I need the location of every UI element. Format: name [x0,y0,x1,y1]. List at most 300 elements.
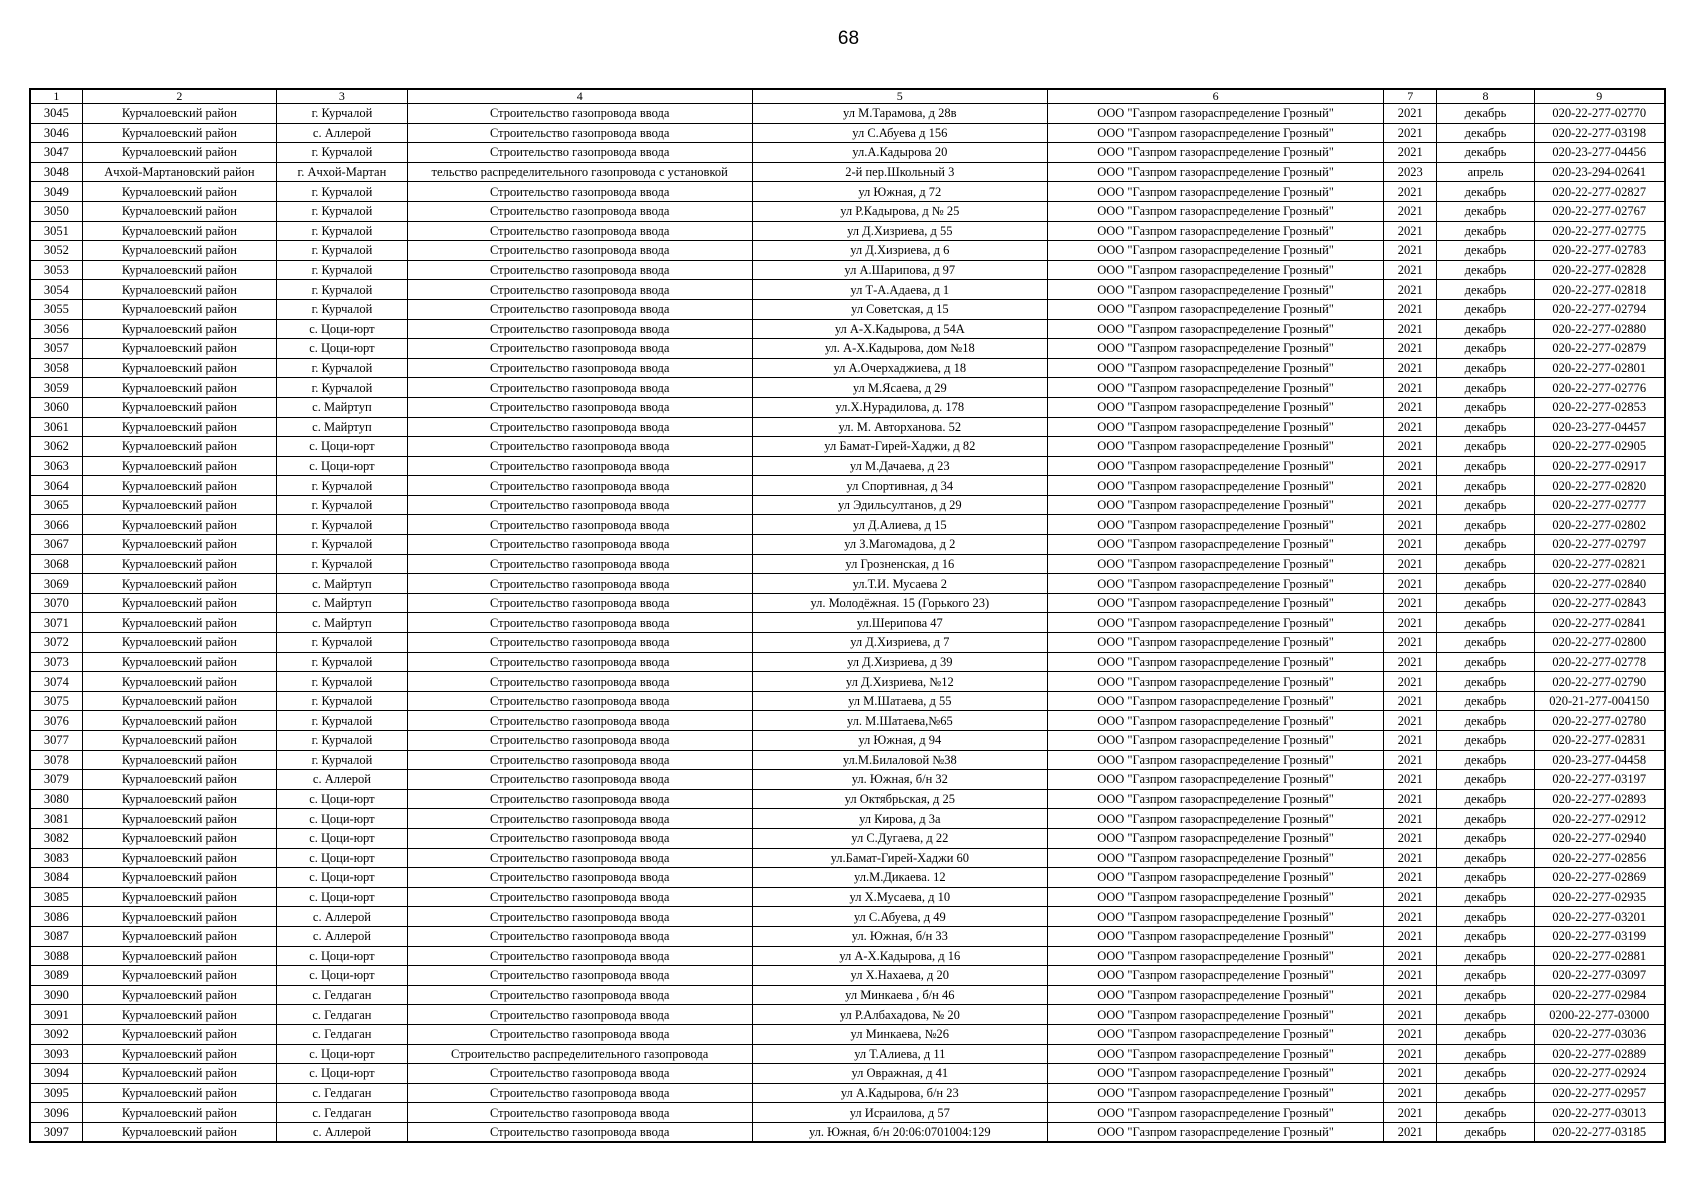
table-cell: ул Бамат-Гирей-Хаджи, д 82 [752,437,1048,457]
table-cell: ул С.Дугаева, д 22 [752,828,1048,848]
table-cell: г. Курчалой [276,241,407,261]
table-cell: ул Южная, д 94 [752,731,1048,751]
column-header: 1 [30,89,82,104]
table-cell: ул Спортивная, д 34 [752,476,1048,496]
table-cell: 020-22-277-02794 [1534,299,1665,319]
table-cell: ООО "Газпром газораспределение Грозный" [1048,1083,1384,1103]
table-row [30,985,1665,1005]
table-row [30,378,1665,398]
table-cell: декабрь [1437,123,1534,143]
table-cell: 3088 [30,946,82,966]
table-cell: 2021 [1384,182,1437,202]
table-cell: декабрь [1437,1083,1534,1103]
table-row [30,789,1665,809]
table-cell: 3095 [30,1083,82,1103]
table-cell: с. Аллерой [276,907,407,927]
table-cell: декабрь [1437,887,1534,907]
table-cell: 020-22-277-02856 [1534,848,1665,868]
table-cell: 3063 [30,456,82,476]
table-cell: 2021 [1384,437,1437,457]
table-cell: декабрь [1437,574,1534,594]
table-cell: ООО "Газпром газораспределение Грозный" [1048,985,1384,1005]
table-cell: 3077 [30,731,82,751]
table-cell: ул М.Ясаева, д 29 [752,378,1048,398]
table-cell: 020-22-277-02924 [1534,1064,1665,1084]
table-cell: Строительство газопровода ввода [407,809,752,829]
table-cell: Строительство газопровода ввода [407,280,752,300]
table-cell: ООО "Газпром газораспределение Грозный" [1048,593,1384,613]
table-cell: декабрь [1437,809,1534,829]
table-cell: Строительство газопровода ввода [407,378,752,398]
table-cell: 020-22-277-03199 [1534,926,1665,946]
table-cell: 2021 [1384,593,1437,613]
table-cell: 020-22-277-02880 [1534,319,1665,339]
table-cell: Строительство газопровода ввода [407,593,752,613]
table-cell: Строительство газопровода ввода [407,143,752,163]
table-cell: ул А.Шарипова, д 97 [752,260,1048,280]
table-cell: 020-22-277-02831 [1534,731,1665,751]
column-header: 9 [1534,89,1665,104]
table-cell: ул М.Тарамова, д 28в [752,104,1048,124]
table-row [30,201,1665,221]
table-cell: Строительство газопровода ввода [407,1103,752,1123]
table-cell: 020-22-277-02905 [1534,437,1665,457]
table-cell: ООО "Газпром газораспределение Грозный" [1048,633,1384,653]
table-cell: Строительство газопровода ввода [407,907,752,927]
table-cell: 020-22-277-02889 [1534,1044,1665,1064]
table-cell: ООО "Газпром газораспределение Грозный" [1048,1122,1384,1142]
table-cell: Курчалоевский район [82,809,276,829]
table-cell: Курчалоевский район [82,652,276,672]
table-cell: ООО "Газпром газораспределение Грозный" [1048,750,1384,770]
table-cell: 3066 [30,515,82,535]
table-cell: 2021 [1384,731,1437,751]
table-cell: декабрь [1437,926,1534,946]
table-cell: декабрь [1437,358,1534,378]
table-cell: 2021 [1384,809,1437,829]
table-cell: ООО "Газпром газораспределение Грозный" [1048,966,1384,986]
table-cell: Курчалоевский район [82,1064,276,1084]
table-cell: Строительство газопровода ввода [407,417,752,437]
table-cell: апрель [1437,162,1534,182]
table-cell: Строительство газопровода ввода [407,339,752,359]
table-cell: 2021 [1384,848,1437,868]
header-row [30,89,1665,104]
table-cell: 2021 [1384,711,1437,731]
table-cell: ООО "Газпром газораспределение Грозный" [1048,299,1384,319]
table-cell: 020-22-277-02797 [1534,535,1665,555]
table-row [30,652,1665,672]
table-cell: г. Курчалой [276,182,407,202]
table-cell: г. Курчалой [276,201,407,221]
table-cell: 3045 [30,104,82,124]
table-cell: 020-22-277-03197 [1534,770,1665,790]
table-cell: 2021 [1384,456,1437,476]
table-cell: Курчалоевский район [82,750,276,770]
table-cell: 2021 [1384,868,1437,888]
table-cell: 020-22-277-02853 [1534,397,1665,417]
table-cell: Курчалоевский район [82,1122,276,1142]
table-cell: Строительство газопровода ввода [407,241,752,261]
table-cell: г. Курчалой [276,535,407,555]
table-cell: 2021 [1384,515,1437,535]
table-cell: Ачхой-Мартановский район [82,162,276,182]
table-cell: 3046 [30,123,82,143]
table-cell: 020-22-277-02776 [1534,378,1665,398]
column-header: 4 [407,89,752,104]
table-row [30,809,1665,829]
table-cell: Курчалоевский район [82,985,276,1005]
table-cell: 3074 [30,672,82,692]
table-cell: ул М.Дачаева, д 23 [752,456,1048,476]
table-cell: Курчалоевский район [82,260,276,280]
table-cell: 020-23-277-04457 [1534,417,1665,437]
table-cell: Курчалоевский район [82,593,276,613]
table-row [30,299,1665,319]
table-cell: с. Майртуп [276,417,407,437]
table-cell: декабрь [1437,1024,1534,1044]
table-cell: ул Исраилова, д 57 [752,1103,1048,1123]
table-cell: декабрь [1437,299,1534,319]
table-cell: с. Майртуп [276,593,407,613]
table-cell: 0200-22-277-03000 [1534,1005,1665,1025]
table-cell: Строительство газопровода ввода [407,104,752,124]
table-cell: ООО "Газпром газораспределение Грозный" [1048,946,1384,966]
table-cell: Курчалоевский район [82,378,276,398]
table-cell: Курчалоевский район [82,926,276,946]
table-cell: 020-22-277-02940 [1534,828,1665,848]
table-cell: ООО "Газпром газораспределение Грозный" [1048,554,1384,574]
table-cell: с. Майртуп [276,397,407,417]
table-cell: декабрь [1437,985,1534,1005]
table-cell: 3080 [30,789,82,809]
table-cell: ул. Южная, б/н 32 [752,770,1048,790]
table-cell: Курчалоевский район [82,104,276,124]
table-cell: 2021 [1384,123,1437,143]
table-cell: Строительство газопровода ввода [407,711,752,731]
table-cell: 3060 [30,397,82,417]
table-row [30,535,1665,555]
table-row [30,1024,1665,1044]
page-number: 68 [837,28,860,49]
table-cell: 3072 [30,633,82,653]
table-cell: Строительство газопровода ввода [407,1064,752,1084]
table-cell: Строительство газопровода ввода [407,358,752,378]
table-cell: Строительство газопровода ввода [407,652,752,672]
table-row [30,437,1665,457]
table-row [30,456,1665,476]
table-cell: декабрь [1437,143,1534,163]
table-row [30,672,1665,692]
table-cell: декабрь [1437,182,1534,202]
table-cell: ул С.Абуева д 156 [752,123,1048,143]
table-cell: Строительство газопровода ввода [407,221,752,241]
table-cell: Строительство газопровода ввода [407,750,752,770]
table-cell: с. Гелдаган [276,1024,407,1044]
table-cell: ООО "Газпром газораспределение Грозный" [1048,926,1384,946]
table-cell: Строительство газопровода ввода [407,554,752,574]
table-row [30,691,1665,711]
table-cell: Строительство газопровода ввода [407,1005,752,1025]
table-cell: с. Аллерой [276,1122,407,1142]
table-cell: ООО "Газпром газораспределение Грозный" [1048,711,1384,731]
table-cell: декабрь [1437,868,1534,888]
table-cell: 3062 [30,437,82,457]
table-cell: 3049 [30,182,82,202]
table-row [30,143,1665,163]
table-row [30,848,1665,868]
table-cell: ул Кирова, д 3а [752,809,1048,829]
table-cell: ООО "Газпром газораспределение Грозный" [1048,104,1384,124]
table-cell: ООО "Газпром газораспределение Грозный" [1048,515,1384,535]
table-cell: ООО "Газпром газораспределение Грозный" [1048,417,1384,437]
table-row [30,397,1665,417]
table-cell: Курчалоевский район [82,495,276,515]
table-cell: 2023 [1384,162,1437,182]
table-cell: г. Курчалой [276,554,407,574]
table-row [30,182,1665,202]
table-cell: 2021 [1384,299,1437,319]
table-cell: 020-21-277-004150 [1534,691,1665,711]
table-cell: декабрь [1437,966,1534,986]
table-cell: ул С.Абуева, д 49 [752,907,1048,927]
table-cell: с. Гелдаган [276,1103,407,1123]
table-cell: 2021 [1384,985,1437,1005]
table-cell: 2021 [1384,946,1437,966]
table-cell: ул.Бамат-Гирей-Хаджи 60 [752,848,1048,868]
table-cell: г. Курчалой [276,691,407,711]
table-cell: 2021 [1384,280,1437,300]
table-cell: 2021 [1384,241,1437,261]
table-cell: 020-22-277-02935 [1534,887,1665,907]
table-cell: ООО "Газпром газораспределение Грозный" [1048,770,1384,790]
table-row [30,828,1665,848]
table-cell: 2021 [1384,417,1437,437]
table-cell: 3052 [30,241,82,261]
table-cell: г. Курчалой [276,731,407,751]
table-cell: г. Курчалой [276,652,407,672]
table-cell: ул Октябрьская, д 25 [752,789,1048,809]
table-cell: ООО "Газпром газораспределение Грозный" [1048,672,1384,692]
table-cell: Строительство газопровода ввода [407,437,752,457]
table-cell: Строительство газопровода ввода [407,887,752,907]
table-cell: Курчалоевский район [82,143,276,163]
table-cell: Курчалоевский район [82,789,276,809]
table-cell: г. Курчалой [276,104,407,124]
table-cell: Курчалоевский район [82,1083,276,1103]
table-row [30,1005,1665,1025]
table-cell: ООО "Газпром газораспределение Грозный" [1048,397,1384,417]
column-header: 6 [1048,89,1384,104]
table-cell: с. Цоци-юрт [276,946,407,966]
column-header: 8 [1437,89,1534,104]
table-cell: ООО "Газпром газораспределение Грозный" [1048,143,1384,163]
table-row [30,868,1665,888]
table-cell: ООО "Газпром газораспределение Грозный" [1048,476,1384,496]
table-row [30,633,1665,653]
table-cell: ул. М.Шатаева,№65 [752,711,1048,731]
table-cell: 3058 [30,358,82,378]
table-cell: 2021 [1384,221,1437,241]
table-cell: Строительство газопровода ввода [407,201,752,221]
table-cell: 3064 [30,476,82,496]
table-cell: 3090 [30,985,82,1005]
table-cell: Курчалоевский район [82,319,276,339]
table-row [30,162,1665,182]
table-cell: 020-22-277-02840 [1534,574,1665,594]
table-cell: ООО "Газпром газораспределение Грозный" [1048,1005,1384,1025]
table-row [30,123,1665,143]
table-cell: Строительство газопровода ввода [407,476,752,496]
table-cell: 020-22-277-02869 [1534,868,1665,888]
table-cell: Курчалоевский район [82,691,276,711]
table-cell: ООО "Газпром газораспределение Грозный" [1048,809,1384,829]
table-cell: 2021 [1384,652,1437,672]
table-cell: 3076 [30,711,82,731]
table-cell: ул Д.Хизриева, д 39 [752,652,1048,672]
table-cell: 020-22-277-02984 [1534,985,1665,1005]
table-cell: ООО "Газпром газораспределение Грозный" [1048,1024,1384,1044]
table-cell: 3084 [30,868,82,888]
table-cell: ул Советская, д 15 [752,299,1048,319]
table-cell: декабрь [1437,750,1534,770]
table-cell: ООО "Газпром газораспределение Грозный" [1048,535,1384,555]
table-cell: 3048 [30,162,82,182]
table-cell: ООО "Газпром газораспределение Грозный" [1048,280,1384,300]
table-cell: 020-22-277-02818 [1534,280,1665,300]
table-cell: Строительство распределительного газопровода [407,1044,752,1064]
table-cell: ул.А.Кадырова 20 [752,143,1048,163]
table-cell: ООО "Газпром газораспределение Грозный" [1048,1103,1384,1123]
table-cell: 2021 [1384,339,1437,359]
table-row [30,104,1665,124]
table-cell: ул. А-Х.Кадырова, дом №18 [752,339,1048,359]
table-cell: Строительство газопровода ввода [407,299,752,319]
table-cell: с. Гелдаган [276,985,407,1005]
table-cell: ул Д.Хизриева, д 55 [752,221,1048,241]
table-cell: с. Цоци-юрт [276,887,407,907]
table-cell: с. Майртуп [276,613,407,633]
table-cell: декабрь [1437,378,1534,398]
table-cell: 2021 [1384,1044,1437,1064]
table-cell: ООО "Газпром газораспределение Грозный" [1048,907,1384,927]
table-cell: ООО "Газпром газораспределение Грозный" [1048,260,1384,280]
table-cell: Курчалоевский район [82,1044,276,1064]
table-cell: 3081 [30,809,82,829]
table-cell: Курчалоевский район [82,828,276,848]
table-cell: Курчалоевский район [82,299,276,319]
table-cell: Курчалоевский район [82,946,276,966]
table-cell: ул Р.Кадырова, д № 25 [752,201,1048,221]
table-cell: декабрь [1437,339,1534,359]
table-cell: с. Цоци-юрт [276,848,407,868]
table-cell: ООО "Газпром газораспределение Грозный" [1048,241,1384,261]
table-cell: 3051 [30,221,82,241]
table-cell: Курчалоевский район [82,554,276,574]
table-cell: декабрь [1437,1122,1534,1142]
table-cell: ООО "Газпром газораспределение Грозный" [1048,221,1384,241]
table-cell: г. Курчалой [276,378,407,398]
table-cell: 2021 [1384,672,1437,692]
table-cell: декабрь [1437,946,1534,966]
table-cell: 020-22-277-02827 [1534,182,1665,202]
table-cell: 2021 [1384,476,1437,496]
table-cell: ул.Х.Нурадилова, д. 178 [752,397,1048,417]
table-cell: ООО "Газпром газораспределение Грозный" [1048,456,1384,476]
table-cell: ул.М.Билаловой №38 [752,750,1048,770]
table-cell: Курчалоевский район [82,770,276,790]
table-row [30,417,1665,437]
table-cell: 020-22-277-03036 [1534,1024,1665,1044]
table-cell: декабрь [1437,848,1534,868]
table-cell: 020-22-277-02777 [1534,495,1665,515]
table-row [30,926,1665,946]
table-cell: декабрь [1437,241,1534,261]
table-cell: ООО "Газпром газораспределение Грозный" [1048,319,1384,339]
table-row [30,280,1665,300]
table-row [30,339,1665,359]
table-cell: Курчалоевский район [82,1005,276,1025]
table-cell: Строительство газопровода ввода [407,731,752,751]
table-cell: ООО "Газпром газораспределение Грозный" [1048,162,1384,182]
table-cell: 020-22-277-02843 [1534,593,1665,613]
table-cell: Курчалоевский район [82,574,276,594]
table-cell: с. Цоци-юрт [276,828,407,848]
table-cell: 3070 [30,593,82,613]
table-cell: 020-22-277-02800 [1534,633,1665,653]
table-cell: Курчалоевский район [82,731,276,751]
table-cell: 3092 [30,1024,82,1044]
table-cell: г. Курчалой [276,143,407,163]
table-cell: 3075 [30,691,82,711]
table-cell: 2021 [1384,574,1437,594]
table-cell: Строительство газопровода ввода [407,691,752,711]
table-cell: г. Курчалой [276,358,407,378]
table-cell: декабрь [1437,515,1534,535]
table-cell: ООО "Газпром газораспределение Грозный" [1048,691,1384,711]
table-cell: ул.М.Дикаева. 12 [752,868,1048,888]
table-cell: ул А.Очерхаджиева, д 18 [752,358,1048,378]
table-cell: Курчалоевский район [82,397,276,417]
table-cell: Курчалоевский район [82,613,276,633]
table-cell: ул Южная, д 72 [752,182,1048,202]
table-cell: 3054 [30,280,82,300]
table-cell: ул Р.Албахадова, № 20 [752,1005,1048,1025]
table-cell: г. Ачхой-Мартан [276,162,407,182]
table-row [30,907,1665,927]
table-cell: декабрь [1437,104,1534,124]
table-cell: 3096 [30,1103,82,1123]
table-cell: с. Майртуп [276,574,407,594]
table-cell: Курчалоевский район [82,456,276,476]
table-cell: 3083 [30,848,82,868]
table-cell: Строительство газопровода ввода [407,515,752,535]
table-cell: 3094 [30,1064,82,1084]
table-cell: с. Цоци-юрт [276,809,407,829]
table-cell: Курчалоевский район [82,966,276,986]
table-cell: 2021 [1384,201,1437,221]
table-cell: Строительство газопровода ввода [407,397,752,417]
table-cell: Курчалоевский район [82,711,276,731]
table-cell: декабрь [1437,907,1534,927]
table-cell: г. Курчалой [276,711,407,731]
table-cell: ООО "Газпром газораспределение Грозный" [1048,1044,1384,1064]
table-cell: 020-22-277-02917 [1534,456,1665,476]
table-cell: ул А-Х.Кадырова, д 16 [752,946,1048,966]
table-cell: с. Гелдаган [276,1083,407,1103]
table-cell: с. Гелдаган [276,1005,407,1025]
table-cell: Строительство газопровода ввода [407,672,752,692]
